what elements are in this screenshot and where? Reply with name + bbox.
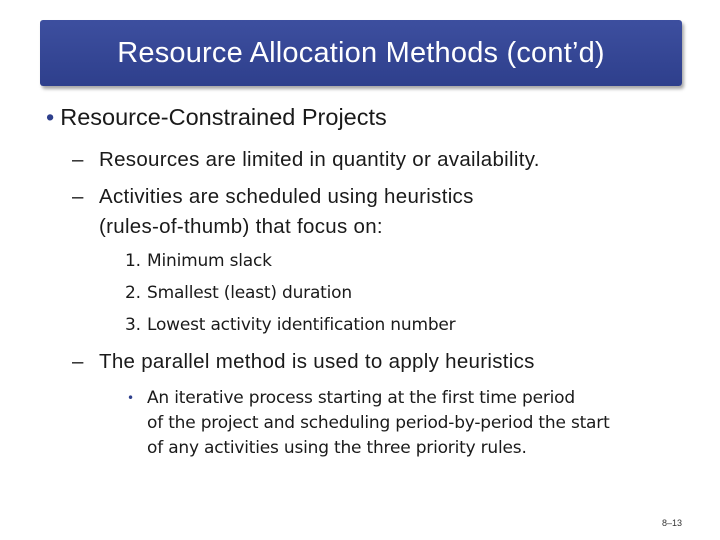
rule-number: 3. <box>125 315 141 335</box>
sub-bullet-resources-limited <box>72 145 540 175</box>
rule-text: Smallest (least) duration <box>147 283 352 303</box>
bullet-marker: • <box>46 104 55 130</box>
rule-text: Lowest activity identification number <box>147 315 456 335</box>
parallel-method-detail <box>127 386 647 461</box>
sub-bullet-heuristics <box>72 182 474 242</box>
dash-marker: – <box>72 185 84 208</box>
rule-number: 1. <box>125 251 141 271</box>
sub-bullet-text: Resources are limited in quantity or availability. <box>99 148 540 171</box>
title-bar <box>40 20 682 86</box>
sub-bullet-text-continued: (rules-of-thumb) that focus on: <box>99 215 383 238</box>
detail-line: An iterative process starting at the first time period <box>147 388 575 408</box>
sub-bullet-parallel-method <box>72 347 535 377</box>
slide-title: Resource Allocation Methods (cont’d) <box>117 36 605 69</box>
bullet-resource-constrained <box>46 104 387 131</box>
detail-line: of any activities using the three priority rules. <box>147 438 527 458</box>
rule-number: 2. <box>125 283 141 303</box>
dash-marker: – <box>72 148 84 171</box>
bullet-text: Resource-Constrained Projects <box>60 104 387 130</box>
detail-line: of the project and scheduling period-by-period the start <box>147 413 610 433</box>
page-number: 8–13 <box>661 518 682 528</box>
sub-bullet-text: Activities are scheduled using heuristics <box>99 185 474 208</box>
bullet-marker: • <box>127 391 134 405</box>
rule-item <box>125 315 455 335</box>
sub-bullet-text: The parallel method is used to apply heuristics <box>99 350 535 373</box>
rule-text: Minimum slack <box>147 251 272 271</box>
rule-item <box>125 251 272 271</box>
rule-item <box>125 283 352 303</box>
dash-marker: – <box>72 350 84 373</box>
